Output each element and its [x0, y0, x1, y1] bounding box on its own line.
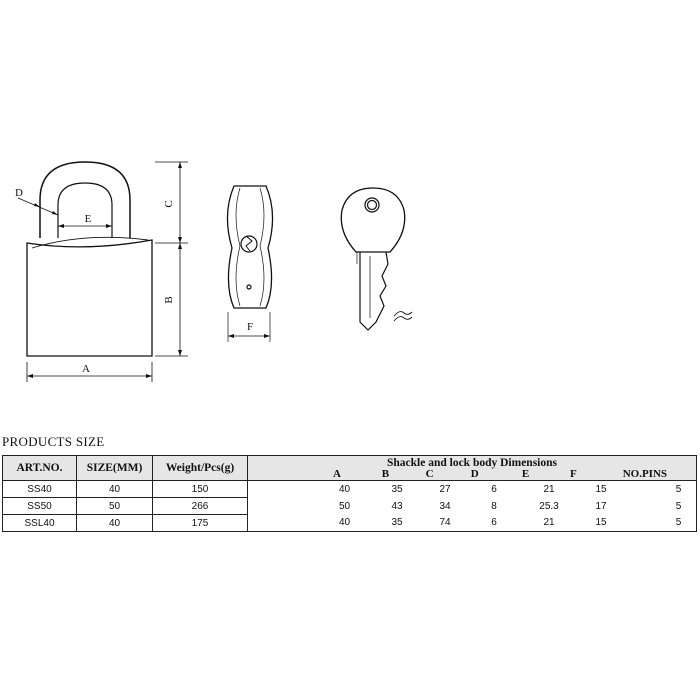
- header-dimensions: [248, 456, 697, 481]
- cell-dim-d: 6: [491, 483, 497, 495]
- dim-label-a: A: [82, 363, 90, 375]
- cell-dimensions: [248, 498, 697, 515]
- cell-dim-a: 40: [338, 517, 351, 529]
- cell-dim-b: 43: [391, 500, 403, 512]
- cell-art: SS50: [3, 498, 77, 515]
- header-art-no: ART.NO.: [3, 456, 77, 481]
- cell-dim-e: 21: [543, 517, 555, 529]
- header-dim-a: A: [332, 468, 341, 480]
- table-row: [3, 481, 697, 498]
- cell-dim-c: 27: [439, 483, 451, 495]
- cell-dim-e: 21: [543, 483, 555, 495]
- cell-dim-f: 15: [595, 483, 607, 495]
- key-icon: [341, 188, 412, 330]
- cell-weight: 175: [153, 515, 248, 532]
- products-size-table: [2, 455, 697, 532]
- header-size: SIZE(MM): [77, 456, 153, 481]
- table-row: [3, 515, 697, 532]
- header-dim-d: D: [470, 468, 479, 480]
- cell-dim-b: 35: [391, 483, 403, 495]
- dim-label-b: B: [163, 296, 175, 304]
- dim-label-d: D: [15, 187, 23, 199]
- header-dim-b: B: [381, 468, 390, 480]
- dim-label-c: C: [163, 200, 175, 208]
- cell-weight: 150: [153, 481, 248, 498]
- cell-size: 40: [77, 481, 153, 498]
- dim-label-f: F: [246, 321, 254, 333]
- cell-dim-b: 35: [391, 517, 403, 529]
- cell-pins: 5: [675, 517, 682, 529]
- padlock-front-view: [18, 162, 188, 382]
- cell-size: 50: [77, 498, 153, 515]
- header-weight: Weight/Pcs(g): [153, 456, 248, 481]
- header-dim-f: F: [570, 468, 577, 480]
- cell-dim-e: 25.3: [539, 500, 559, 512]
- dimensions-title: Shackle and lock body Dimensions: [387, 457, 557, 469]
- table-row: [3, 498, 697, 515]
- products-size-title: PRODUCTS SIZE: [2, 434, 105, 449]
- cell-art: SS40: [3, 481, 77, 498]
- header-dim-e: E: [521, 468, 530, 480]
- dim-label-e: E: [84, 213, 92, 225]
- cell-dimensions: [248, 481, 697, 498]
- table-header-row: [3, 456, 697, 481]
- cell-dim-d: 6: [491, 517, 497, 529]
- cell-dimensions: [248, 515, 697, 532]
- cell-dim-f: 15: [595, 517, 607, 529]
- cell-dim-c: 74: [439, 517, 451, 529]
- cell-size: 40: [77, 515, 153, 532]
- header-dim-c: C: [425, 468, 434, 480]
- cell-dim-a: 50: [338, 500, 351, 512]
- cell-pins: 5: [675, 483, 682, 495]
- cell-dim-c: 34: [439, 500, 451, 512]
- header-no-pins: NO.PINS: [622, 468, 668, 480]
- cell-pins: 5: [675, 500, 682, 512]
- padlock-side-view: [227, 186, 272, 342]
- cell-dim-a: 40: [338, 483, 351, 495]
- cell-dim-d: 8: [491, 500, 497, 512]
- cell-art: SSL40: [3, 515, 77, 532]
- cell-dim-f: 17: [595, 500, 607, 512]
- cell-weight: 266: [153, 498, 248, 515]
